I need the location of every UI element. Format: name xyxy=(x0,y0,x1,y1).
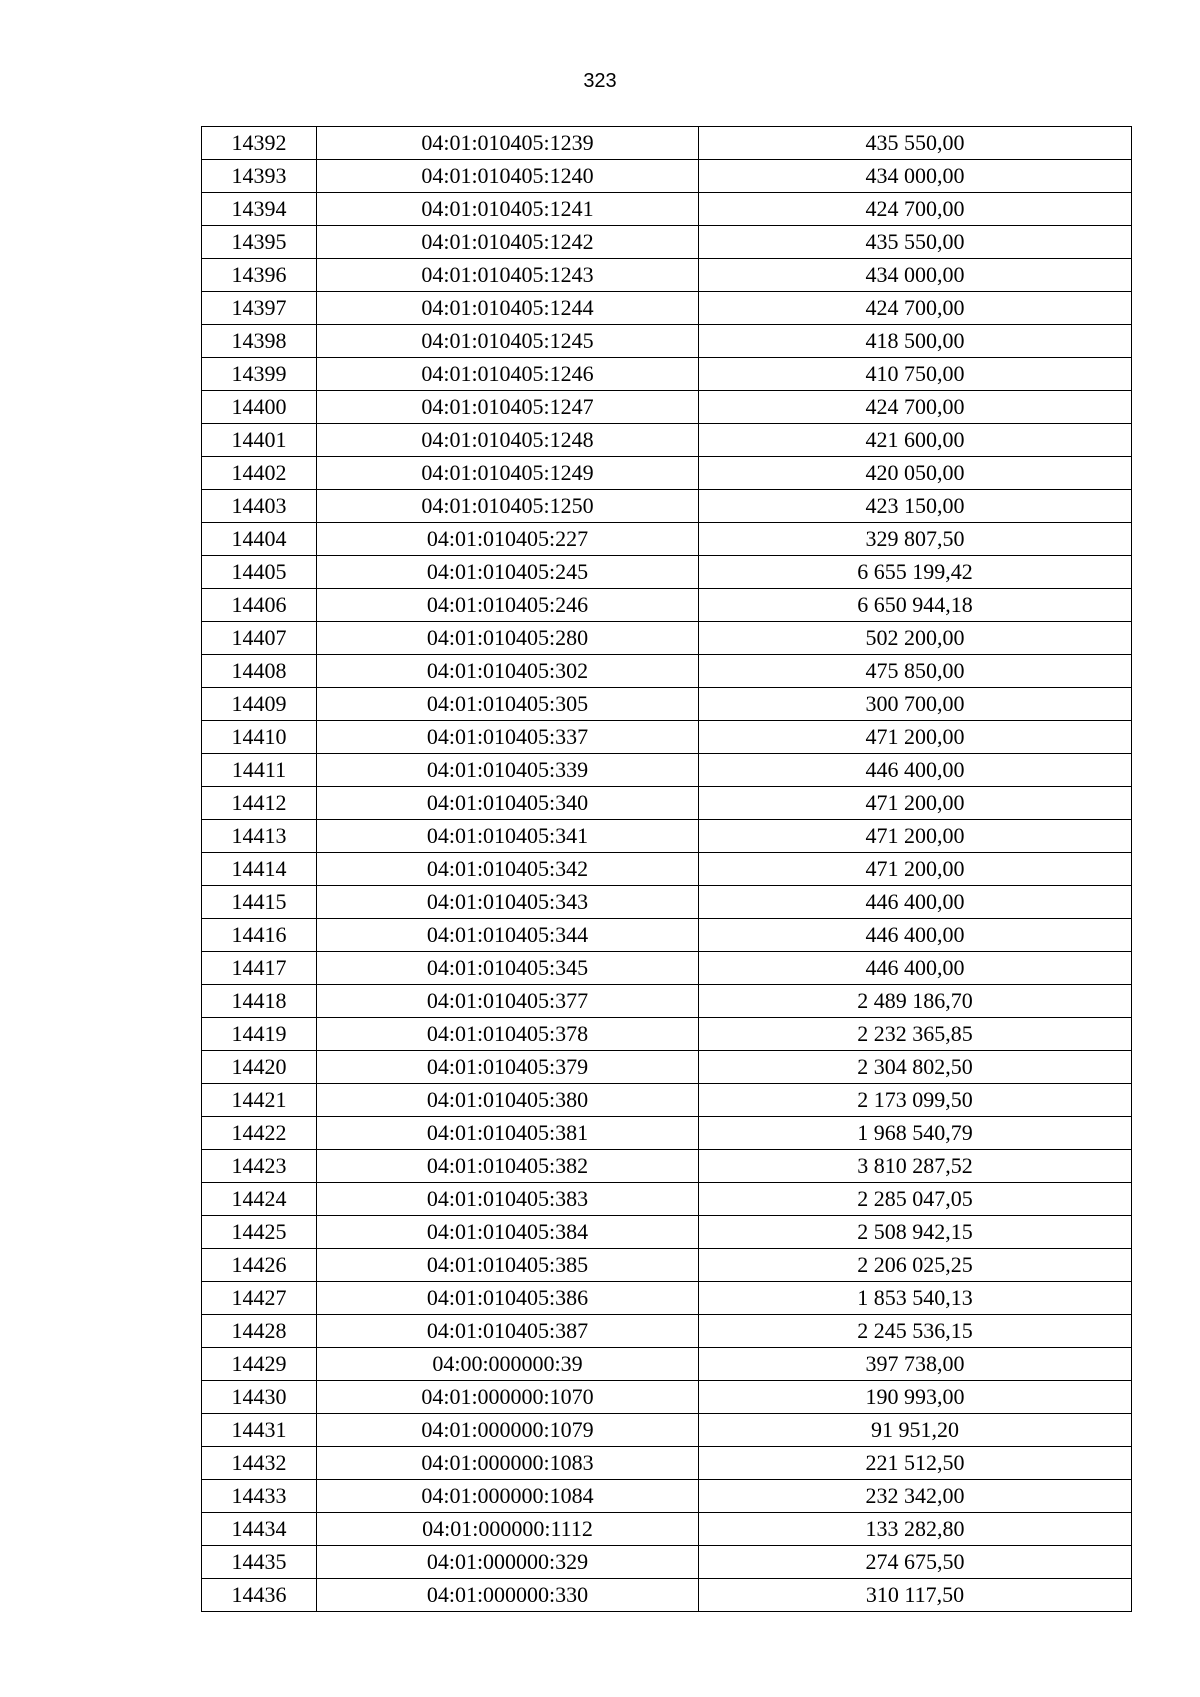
row-number-cell: 14413 xyxy=(202,820,317,853)
cadastral-value-cell: 310 117,50 xyxy=(699,1579,1132,1612)
table-row xyxy=(202,127,1132,160)
cadastral-value-cell: 471 200,00 xyxy=(699,853,1132,886)
table-row xyxy=(202,754,1132,787)
row-number-cell: 14422 xyxy=(202,1117,317,1150)
cadastral-number-cell: 04:01:010405:1240 xyxy=(317,160,699,193)
cadastral-number-cell: 04:00:000000:39 xyxy=(317,1348,699,1381)
row-number-cell: 14407 xyxy=(202,622,317,655)
table-row xyxy=(202,490,1132,523)
cadastral-value-cell: 446 400,00 xyxy=(699,886,1132,919)
cadastral-number-cell: 04:01:010405:1249 xyxy=(317,457,699,490)
cadastral-value-cell: 471 200,00 xyxy=(699,820,1132,853)
row-number-cell: 14415 xyxy=(202,886,317,919)
table-row xyxy=(202,589,1132,622)
table-row xyxy=(202,1381,1132,1414)
cadastral-value-table xyxy=(201,126,1132,1612)
cadastral-number-cell: 04:01:010405:343 xyxy=(317,886,699,919)
cadastral-value-cell: 91 951,20 xyxy=(699,1414,1132,1447)
row-number-cell: 14406 xyxy=(202,589,317,622)
cadastral-number-cell: 04:01:010405:341 xyxy=(317,820,699,853)
cadastral-value-cell: 2 245 536,15 xyxy=(699,1315,1132,1348)
cadastral-number-cell: 04:01:010405:1242 xyxy=(317,226,699,259)
cadastral-value-cell: 1 853 540,13 xyxy=(699,1282,1132,1315)
cadastral-value-cell: 300 700,00 xyxy=(699,688,1132,721)
table-row xyxy=(202,424,1132,457)
row-number-cell: 14395 xyxy=(202,226,317,259)
row-number-cell: 14418 xyxy=(202,985,317,1018)
cadastral-value-cell: 410 750,00 xyxy=(699,358,1132,391)
table-row xyxy=(202,1480,1132,1513)
cadastral-number-cell: 04:01:010405:1248 xyxy=(317,424,699,457)
row-number-cell: 14419 xyxy=(202,1018,317,1051)
row-number-cell: 14412 xyxy=(202,787,317,820)
cadastral-number-cell: 04:01:010405:280 xyxy=(317,622,699,655)
page-number: 323 xyxy=(583,70,617,92)
cadastral-number-cell: 04:01:000000:330 xyxy=(317,1579,699,1612)
row-number-cell: 14397 xyxy=(202,292,317,325)
table-row xyxy=(202,886,1132,919)
cadastral-value-cell: 397 738,00 xyxy=(699,1348,1132,1381)
table-row xyxy=(202,1018,1132,1051)
row-number-cell: 14427 xyxy=(202,1282,317,1315)
row-number-cell: 14432 xyxy=(202,1447,317,1480)
cadastral-number-cell: 04:01:010405:1241 xyxy=(317,193,699,226)
cadastral-number-cell: 04:01:000000:1079 xyxy=(317,1414,699,1447)
cadastral-number-cell: 04:01:010405:1243 xyxy=(317,259,699,292)
cadastral-number-cell: 04:01:010405:1244 xyxy=(317,292,699,325)
cadastral-number-cell: 04:01:010405:1246 xyxy=(317,358,699,391)
cadastral-value-cell: 2 489 186,70 xyxy=(699,985,1132,1018)
cadastral-number-cell: 04:01:010405:1245 xyxy=(317,325,699,358)
cadastral-number-cell: 04:01:010405:1247 xyxy=(317,391,699,424)
table-row xyxy=(202,523,1132,556)
cadastral-value-cell: 434 000,00 xyxy=(699,259,1132,292)
cadastral-value-cell: 502 200,00 xyxy=(699,622,1132,655)
cadastral-value-cell: 2 232 365,85 xyxy=(699,1018,1132,1051)
cadastral-number-cell: 04:01:000000:1084 xyxy=(317,1480,699,1513)
row-number-cell: 14411 xyxy=(202,754,317,787)
cadastral-value-cell: 190 993,00 xyxy=(699,1381,1132,1414)
cadastral-value-cell: 471 200,00 xyxy=(699,721,1132,754)
table-row xyxy=(202,1051,1132,1084)
table-row xyxy=(202,952,1132,985)
cadastral-value-cell: 434 000,00 xyxy=(699,160,1132,193)
cadastral-value-cell: 424 700,00 xyxy=(699,193,1132,226)
cadastral-value-cell: 274 675,50 xyxy=(699,1546,1132,1579)
cadastral-number-cell: 04:01:010405:383 xyxy=(317,1183,699,1216)
cadastral-value-cell: 2 304 802,50 xyxy=(699,1051,1132,1084)
table-body xyxy=(202,127,1132,1612)
table-row xyxy=(202,721,1132,754)
cadastral-value-cell: 420 050,00 xyxy=(699,457,1132,490)
row-number-cell: 14396 xyxy=(202,259,317,292)
table-row xyxy=(202,820,1132,853)
cadastral-number-cell: 04:01:010405:381 xyxy=(317,1117,699,1150)
table-row xyxy=(202,1447,1132,1480)
cadastral-value-cell: 329 807,50 xyxy=(699,523,1132,556)
row-number-cell: 14436 xyxy=(202,1579,317,1612)
table-row xyxy=(202,853,1132,886)
table-row xyxy=(202,1216,1132,1249)
cadastral-number-cell: 04:01:010405:380 xyxy=(317,1084,699,1117)
table-row xyxy=(202,1117,1132,1150)
cadastral-number-cell: 04:01:000000:329 xyxy=(317,1546,699,1579)
cadastral-number-cell: 04:01:010405:378 xyxy=(317,1018,699,1051)
cadastral-number-cell: 04:01:010405:386 xyxy=(317,1282,699,1315)
cadastral-number-cell: 04:01:010405:1239 xyxy=(317,127,699,160)
table-row xyxy=(202,1183,1132,1216)
row-number-cell: 14393 xyxy=(202,160,317,193)
table-row xyxy=(202,391,1132,424)
cadastral-value-cell: 475 850,00 xyxy=(699,655,1132,688)
cadastral-number-cell: 04:01:010405:340 xyxy=(317,787,699,820)
cadastral-number-cell: 04:01:010405:344 xyxy=(317,919,699,952)
cadastral-value-cell: 2 285 047,05 xyxy=(699,1183,1132,1216)
row-number-cell: 14417 xyxy=(202,952,317,985)
cadastral-value-cell: 446 400,00 xyxy=(699,952,1132,985)
row-number-cell: 14424 xyxy=(202,1183,317,1216)
cadastral-value-cell: 2 508 942,15 xyxy=(699,1216,1132,1249)
cadastral-number-cell: 04:01:010405:384 xyxy=(317,1216,699,1249)
cadastral-number-cell: 04:01:010405:377 xyxy=(317,985,699,1018)
cadastral-value-cell: 446 400,00 xyxy=(699,919,1132,952)
cadastral-number-cell: 04:01:000000:1083 xyxy=(317,1447,699,1480)
table-row xyxy=(202,688,1132,721)
row-number-cell: 14429 xyxy=(202,1348,317,1381)
cadastral-value-cell: 221 512,50 xyxy=(699,1447,1132,1480)
cadastral-number-cell: 04:01:010405:305 xyxy=(317,688,699,721)
table-row xyxy=(202,1348,1132,1381)
row-number-cell: 14398 xyxy=(202,325,317,358)
cadastral-number-cell: 04:01:000000:1112 xyxy=(317,1513,699,1546)
row-number-cell: 14405 xyxy=(202,556,317,589)
table-row xyxy=(202,556,1132,589)
cadastral-value-cell: 232 342,00 xyxy=(699,1480,1132,1513)
row-number-cell: 14431 xyxy=(202,1414,317,1447)
table-row xyxy=(202,259,1132,292)
cadastral-number-cell: 04:01:010405:246 xyxy=(317,589,699,622)
cadastral-value-cell: 435 550,00 xyxy=(699,127,1132,160)
table-row xyxy=(202,985,1132,1018)
row-number-cell: 14435 xyxy=(202,1546,317,1579)
cadastral-number-cell: 04:01:010405:1250 xyxy=(317,490,699,523)
table-row xyxy=(202,1315,1132,1348)
table-row xyxy=(202,325,1132,358)
cadastral-number-cell: 04:01:010405:245 xyxy=(317,556,699,589)
table-row xyxy=(202,1084,1132,1117)
table-row xyxy=(202,358,1132,391)
cadastral-value-cell: 435 550,00 xyxy=(699,226,1132,259)
cadastral-value-cell: 133 282,80 xyxy=(699,1513,1132,1546)
cadastral-number-cell: 04:01:010405:339 xyxy=(317,754,699,787)
row-number-cell: 14404 xyxy=(202,523,317,556)
row-number-cell: 14423 xyxy=(202,1150,317,1183)
cadastral-number-cell: 04:01:010405:337 xyxy=(317,721,699,754)
table-row xyxy=(202,160,1132,193)
table-row xyxy=(202,1579,1132,1612)
table-row xyxy=(202,919,1132,952)
row-number-cell: 14414 xyxy=(202,853,317,886)
row-number-cell: 14399 xyxy=(202,358,317,391)
cadastral-number-cell: 04:01:010405:345 xyxy=(317,952,699,985)
cadastral-value-cell: 446 400,00 xyxy=(699,754,1132,787)
table-row xyxy=(202,1513,1132,1546)
cadastral-number-cell: 04:01:000000:1070 xyxy=(317,1381,699,1414)
cadastral-value-cell: 2 206 025,25 xyxy=(699,1249,1132,1282)
cadastral-number-cell: 04:01:010405:227 xyxy=(317,523,699,556)
table-row xyxy=(202,655,1132,688)
row-number-cell: 14425 xyxy=(202,1216,317,1249)
cadastral-number-cell: 04:01:010405:302 xyxy=(317,655,699,688)
table-row xyxy=(202,1282,1132,1315)
row-number-cell: 14426 xyxy=(202,1249,317,1282)
row-number-cell: 14401 xyxy=(202,424,317,457)
cadastral-number-cell: 04:01:010405:387 xyxy=(317,1315,699,1348)
table-row xyxy=(202,457,1132,490)
row-number-cell: 14420 xyxy=(202,1051,317,1084)
table-row xyxy=(202,787,1132,820)
table-row xyxy=(202,1414,1132,1447)
row-number-cell: 14392 xyxy=(202,127,317,160)
row-number-cell: 14433 xyxy=(202,1480,317,1513)
row-number-cell: 14430 xyxy=(202,1381,317,1414)
row-number-cell: 14400 xyxy=(202,391,317,424)
row-number-cell: 14421 xyxy=(202,1084,317,1117)
table-row xyxy=(202,1249,1132,1282)
cadastral-value-cell: 1 968 540,79 xyxy=(699,1117,1132,1150)
cadastral-value-cell: 471 200,00 xyxy=(699,787,1132,820)
row-number-cell: 14410 xyxy=(202,721,317,754)
cadastral-value-cell: 418 500,00 xyxy=(699,325,1132,358)
cadastral-value-cell: 424 700,00 xyxy=(699,292,1132,325)
table-row xyxy=(202,292,1132,325)
row-number-cell: 14402 xyxy=(202,457,317,490)
row-number-cell: 14416 xyxy=(202,919,317,952)
cadastral-number-cell: 04:01:010405:379 xyxy=(317,1051,699,1084)
table-row xyxy=(202,1546,1132,1579)
table-row xyxy=(202,1150,1132,1183)
row-number-cell: 14434 xyxy=(202,1513,317,1546)
row-number-cell: 14408 xyxy=(202,655,317,688)
cadastral-number-cell: 04:01:010405:382 xyxy=(317,1150,699,1183)
row-number-cell: 14409 xyxy=(202,688,317,721)
cadastral-value-cell: 3 810 287,52 xyxy=(699,1150,1132,1183)
cadastral-value-cell: 423 150,00 xyxy=(699,490,1132,523)
table-row xyxy=(202,193,1132,226)
row-number-cell: 14403 xyxy=(202,490,317,523)
table-row xyxy=(202,622,1132,655)
cadastral-number-cell: 04:01:010405:385 xyxy=(317,1249,699,1282)
cadastral-value-cell: 6 650 944,18 xyxy=(699,589,1132,622)
row-number-cell: 14428 xyxy=(202,1315,317,1348)
cadastral-value-cell: 6 655 199,42 xyxy=(699,556,1132,589)
cadastral-value-cell: 2 173 099,50 xyxy=(699,1084,1132,1117)
row-number-cell: 14394 xyxy=(202,193,317,226)
cadastral-value-cell: 424 700,00 xyxy=(699,391,1132,424)
cadastral-value-cell: 421 600,00 xyxy=(699,424,1132,457)
cadastral-number-cell: 04:01:010405:342 xyxy=(317,853,699,886)
table-row xyxy=(202,226,1132,259)
